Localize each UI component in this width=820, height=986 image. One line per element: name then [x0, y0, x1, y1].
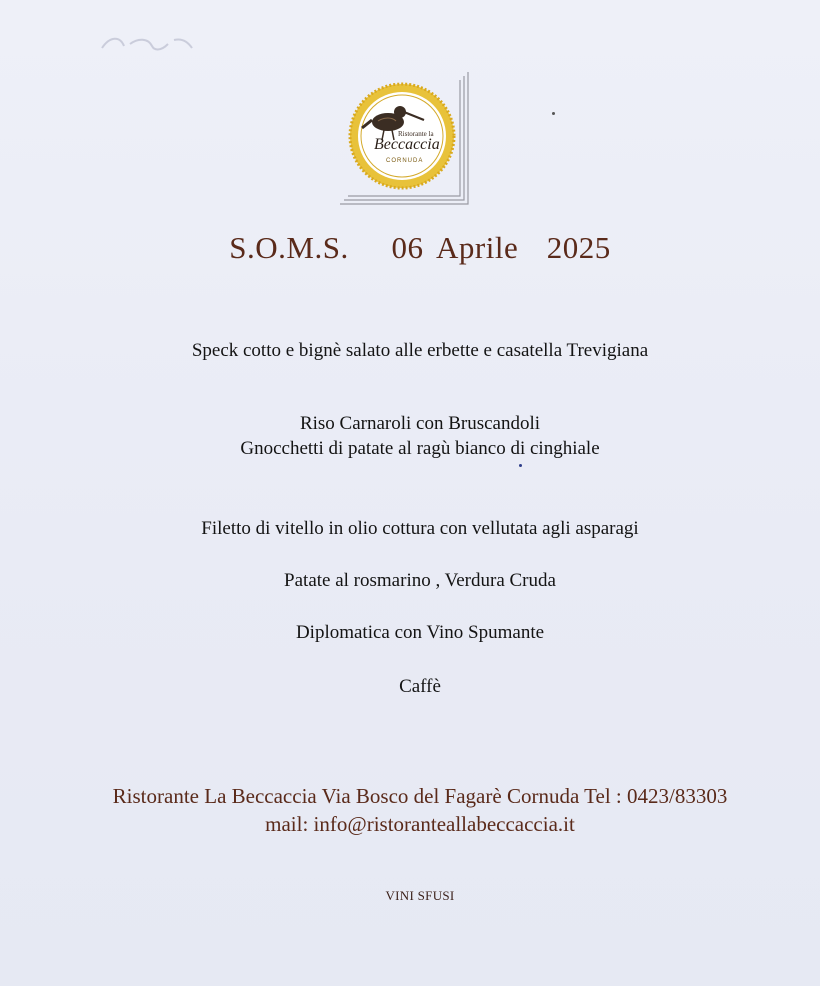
ink-speck [552, 112, 555, 115]
restaurant-mail: mail: info@ristoranteallabeccaccia.it [265, 812, 575, 836]
course-contorni: Patate al rosmarino , Verdura Cruda [284, 570, 556, 591]
course-antipasto: Speck cotto e bignè salato alle erbette e casatella Trevigiana [191, 340, 649, 361]
course-caffe: Caffè [399, 676, 441, 697]
course-dolce: Diplomatica con Vino Spumante [295, 622, 545, 643]
ink-speck [519, 464, 522, 467]
wines-note: VINI SFUSI [385, 888, 455, 903]
restaurant-logo [338, 72, 474, 208]
restaurant-address: Ristorante La Beccaccia Via Bosco del Fagarè Cornuda Tel : 0423/83303 [112, 784, 728, 808]
course-primo-2: Gnocchetti di patate al ragù bianco di cinghiale [240, 438, 600, 459]
course-secondo: Filetto di vitello in olio cottura con vellutata agli asparagi [201, 518, 639, 539]
logo-text-line1: Ristorante la [398, 130, 434, 138]
logo-text-line3: CORNUDA [386, 158, 424, 164]
course-primo-1: Riso Carnaroli con Bruscandoli [299, 413, 541, 434]
page-title: S.O.M.S. 06 Aprile 2025 [229, 230, 611, 265]
logo-text-line2: Beccaccia [374, 136, 440, 153]
pencil-scribble [98, 30, 198, 60]
